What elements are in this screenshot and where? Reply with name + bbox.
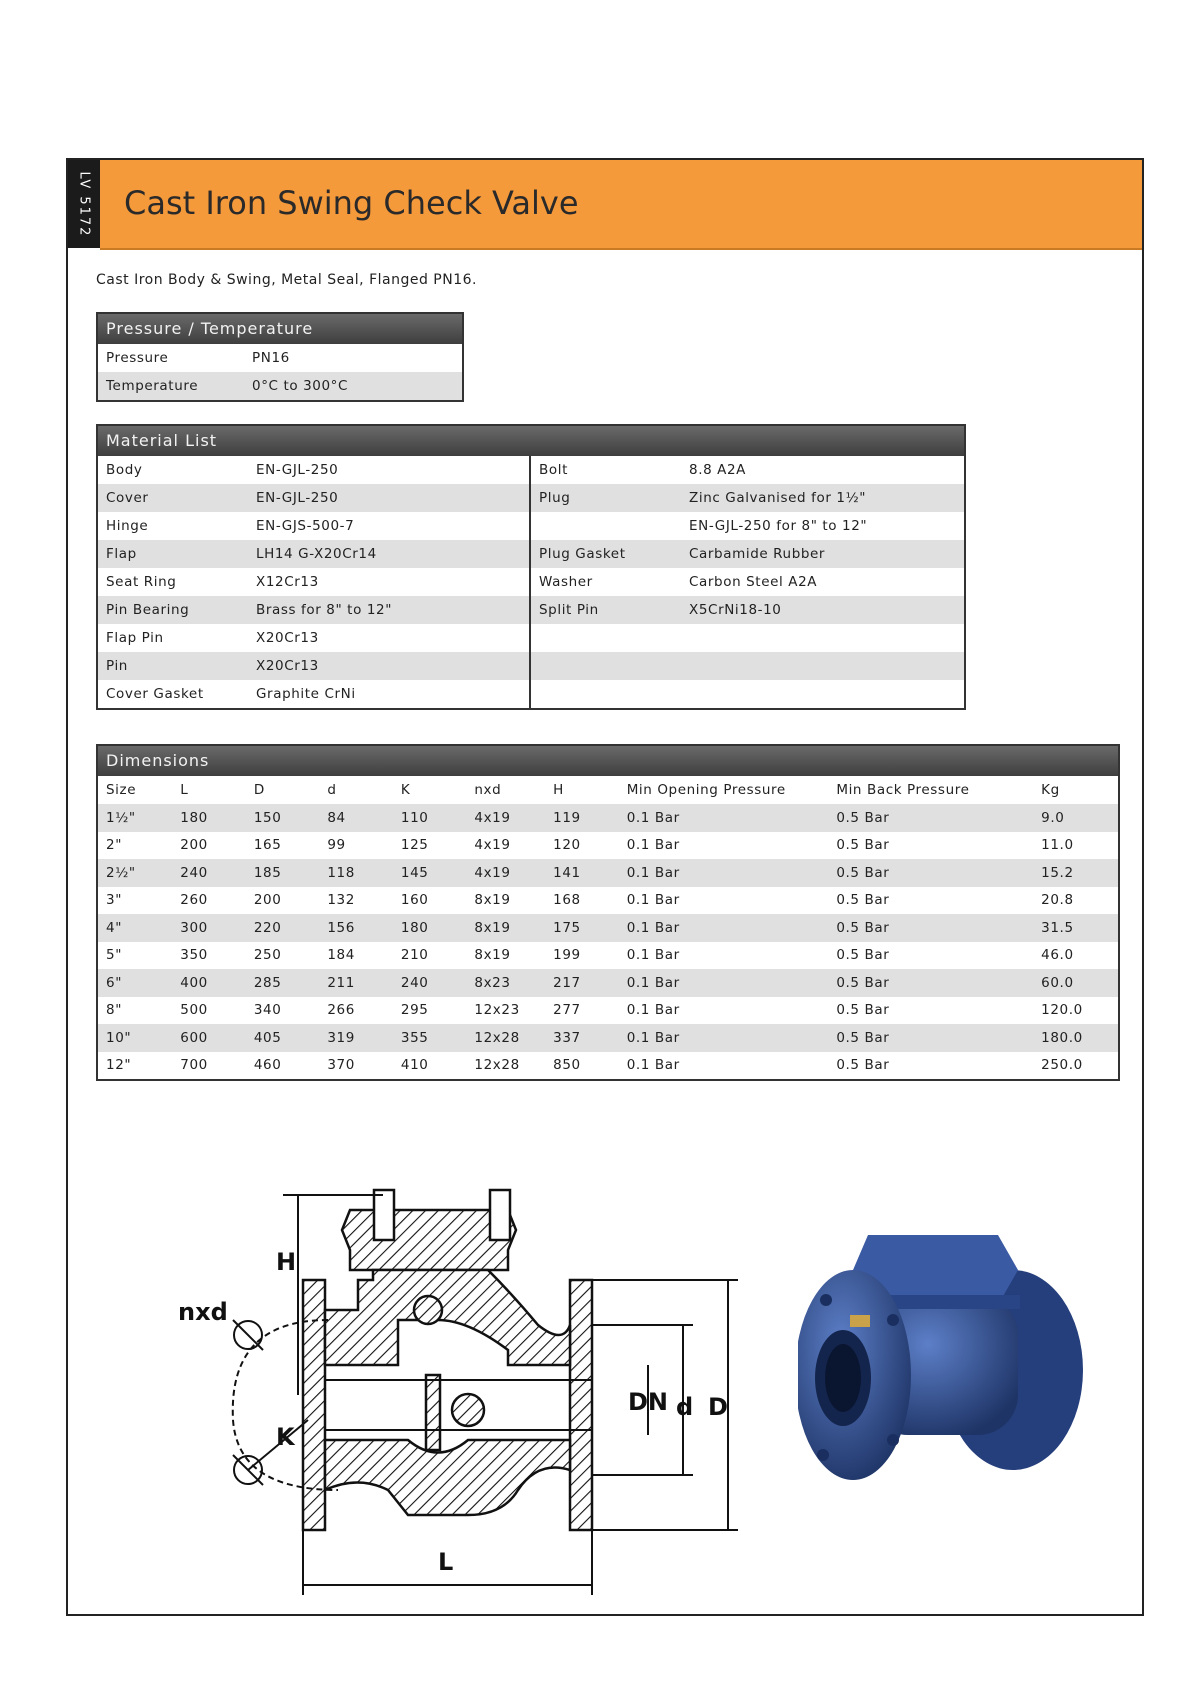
column-header: H xyxy=(545,776,619,804)
table-cell: 8x19 xyxy=(474,947,511,964)
dimensions-header-row xyxy=(98,776,1118,804)
table-cell: 99 xyxy=(327,837,346,854)
material-part xyxy=(531,652,681,680)
table-row xyxy=(98,372,462,400)
product-code: LV 5172 xyxy=(76,171,92,237)
table-cell: 0.5 Bar xyxy=(836,837,890,854)
datasheet-frame xyxy=(66,158,1144,1616)
material-spec xyxy=(681,652,964,680)
table-row xyxy=(98,680,529,708)
table-cell: 250.0 xyxy=(1041,1057,1083,1074)
table-cell: 5" xyxy=(106,947,122,964)
table-cell: 0.5 Bar xyxy=(836,1057,890,1074)
table-row xyxy=(98,1024,1118,1052)
table-cell: 355 xyxy=(393,1024,467,1052)
table-row xyxy=(98,859,1118,887)
table-cell: 0.1 Bar xyxy=(626,892,680,909)
table-cell: 300 xyxy=(172,914,246,942)
table-cell: 217 xyxy=(545,969,619,997)
table-cell: 500 xyxy=(180,1002,208,1019)
label-dn: DN xyxy=(628,1388,669,1416)
label-d-small: d xyxy=(676,1393,694,1421)
table-row xyxy=(98,456,529,484)
table-cell: 8x19 xyxy=(474,892,511,909)
material-spec: Graphite CrNi xyxy=(256,686,356,702)
table-cell: 132 xyxy=(327,892,355,909)
table-cell: 12x28 xyxy=(474,1057,520,1074)
table-row xyxy=(98,832,1118,860)
material-spec: EN-GJL-250 for 8" to 12" xyxy=(689,518,868,534)
material-spec: EN-GJL-250 xyxy=(256,462,339,478)
material-spec: X20Cr13 xyxy=(248,652,529,680)
flap-disc xyxy=(426,1375,440,1450)
table-row xyxy=(531,484,964,512)
table-row xyxy=(98,942,1118,970)
pressure-temperature-heading: Pressure / Temperature xyxy=(98,314,462,344)
table-cell: 180.0 xyxy=(1033,1024,1118,1052)
table-cell: 0.1 Bar xyxy=(626,947,680,964)
row-label: Pressure xyxy=(106,350,169,366)
table-cell: 0.1 Bar xyxy=(626,1057,680,1074)
column-header: nxd xyxy=(466,776,545,804)
table-cell: 405 xyxy=(246,1024,320,1052)
material-part: Body xyxy=(106,462,143,478)
table-row xyxy=(98,512,529,540)
table-cell: 277 xyxy=(553,1002,581,1019)
table-cell: 850 xyxy=(553,1057,581,1074)
material-part: Pin xyxy=(98,652,248,680)
column-header: D xyxy=(246,776,320,804)
table-cell: 60.0 xyxy=(1033,969,1118,997)
material-part: Flap xyxy=(98,540,248,568)
column-header: Size xyxy=(98,776,172,804)
table-cell: 4" xyxy=(98,914,172,942)
table-row xyxy=(98,997,1118,1025)
table-cell: 2½" xyxy=(98,859,172,887)
table-row xyxy=(531,568,964,596)
table-cell: 20.8 xyxy=(1041,892,1074,909)
table-cell: 220 xyxy=(246,914,320,942)
table-cell: 12x23 xyxy=(474,1002,520,1019)
row-label: Temperature xyxy=(98,372,244,400)
cover-bolt-right xyxy=(490,1190,510,1240)
table-row xyxy=(531,596,964,624)
label-d-large: D xyxy=(708,1393,728,1421)
table-row xyxy=(98,887,1118,915)
valve-section-drawing xyxy=(108,1120,788,1600)
hinge-pin xyxy=(414,1296,442,1324)
table-row xyxy=(98,1052,1118,1080)
table-cell: 0.1 Bar xyxy=(619,914,829,942)
table-cell: 0.5 Bar xyxy=(828,859,1033,887)
material-part: Plug xyxy=(531,484,681,512)
table-cell: 156 xyxy=(319,914,393,942)
table-cell: 8" xyxy=(106,1002,122,1019)
table-row xyxy=(531,540,964,568)
table-cell: 4x19 xyxy=(466,804,545,832)
table-cell: 1½" xyxy=(98,804,172,832)
table-cell: 4x19 xyxy=(466,859,545,887)
table-cell: 0.5 Bar xyxy=(828,804,1033,832)
pressure-temperature-table xyxy=(96,312,464,402)
material-spec: Zinc Galvanised for 1½" xyxy=(681,484,964,512)
material-spec: EN-GJL-250 xyxy=(248,484,529,512)
table-cell: 350 xyxy=(180,947,208,964)
table-row xyxy=(98,484,529,512)
table-cell: 4x19 xyxy=(474,837,511,854)
table-cell: 340 xyxy=(253,1002,282,1019)
table-cell: 118 xyxy=(319,859,393,887)
valve-product-image xyxy=(798,1200,1098,1500)
table-cell: 10" xyxy=(98,1024,172,1052)
material-part: Split Pin xyxy=(531,596,681,624)
table-cell: 184 xyxy=(327,947,355,964)
table-cell: 266 xyxy=(327,1002,355,1019)
table-cell: 0.1 Bar xyxy=(619,1024,829,1052)
label-k: K xyxy=(276,1423,295,1451)
table-cell: 15.2 xyxy=(1033,859,1118,887)
table-cell: 285 xyxy=(246,969,320,997)
table-cell: 210 xyxy=(400,947,429,964)
table-cell: 3" xyxy=(106,892,122,909)
material-spec: EN-GJS-500-7 xyxy=(256,518,355,534)
row-value: PN16 xyxy=(252,350,290,366)
table-cell: 119 xyxy=(545,804,619,832)
flap-nut xyxy=(452,1394,484,1426)
table-row xyxy=(98,804,1118,832)
table-cell: 84 xyxy=(319,804,393,832)
table-cell: 180 xyxy=(172,804,246,832)
table-cell: 370 xyxy=(327,1057,355,1074)
table-cell: 9.0 xyxy=(1033,804,1118,832)
left-flange xyxy=(303,1280,325,1530)
table-cell: 150 xyxy=(246,804,320,832)
table-cell: 199 xyxy=(553,947,581,964)
table-cell: 120.0 xyxy=(1041,1002,1083,1019)
table-row xyxy=(98,596,529,624)
material-spec: X5CrNi18-10 xyxy=(681,596,964,624)
material-list-right-column xyxy=(531,456,964,708)
right-flange xyxy=(570,1280,592,1530)
table-cell: 0.5 Bar xyxy=(828,914,1033,942)
table-cell: 319 xyxy=(319,1024,393,1052)
material-part: Cover Gasket xyxy=(106,686,204,702)
table-row xyxy=(98,914,1118,942)
title-banner xyxy=(100,160,1142,250)
table-cell: 400 xyxy=(172,969,246,997)
material-spec: Carbon Steel A2A xyxy=(689,574,818,590)
label-l: L xyxy=(438,1548,454,1576)
table-row xyxy=(98,344,462,372)
table-row xyxy=(98,568,529,596)
table-cell: 0.1 Bar xyxy=(626,1002,680,1019)
table-cell: 12x28 xyxy=(466,1024,545,1052)
table-row xyxy=(531,680,964,708)
table-cell: 200 xyxy=(180,837,208,854)
column-header: Min Back Pressure xyxy=(828,776,1033,804)
table-cell: 337 xyxy=(545,1024,619,1052)
column-header: Kg xyxy=(1033,776,1118,804)
table-row xyxy=(98,624,529,652)
material-part: Hinge xyxy=(106,518,149,534)
material-spec: X12Cr13 xyxy=(256,574,319,590)
table-cell: 700 xyxy=(180,1057,208,1074)
table-cell: 160 xyxy=(400,892,429,909)
table-row xyxy=(98,969,1118,997)
dimensions-table xyxy=(96,744,1120,1081)
column-header: d xyxy=(319,776,393,804)
column-header: L xyxy=(172,776,246,804)
table-cell: 120 xyxy=(553,837,581,854)
material-part: Plug Gasket xyxy=(531,540,681,568)
column-header: K xyxy=(393,776,467,804)
table-row xyxy=(98,652,529,680)
product-description: Cast Iron Body & Swing, Metal Seal, Flanged PN16. xyxy=(96,272,477,288)
table-row xyxy=(531,624,964,652)
table-cell: 185 xyxy=(246,859,320,887)
table-cell: 410 xyxy=(400,1057,429,1074)
cover-bolt-left xyxy=(374,1190,394,1240)
material-part xyxy=(531,512,681,540)
table-cell: 141 xyxy=(545,859,619,887)
label-nxd: nxd xyxy=(178,1298,228,1326)
table-row xyxy=(531,456,964,484)
material-list-heading: Material List xyxy=(98,426,964,456)
table-cell: 0.5 Bar xyxy=(828,1024,1033,1052)
material-spec xyxy=(681,624,964,652)
table-cell: 125 xyxy=(400,837,429,854)
material-part: Pin Bearing xyxy=(98,596,248,624)
table-cell: 260 xyxy=(180,892,208,909)
table-cell: 240 xyxy=(172,859,246,887)
table-cell: 200 xyxy=(253,892,282,909)
page-title: Cast Iron Swing Check Valve xyxy=(124,184,579,222)
lower-body xyxy=(325,1440,570,1515)
table-cell: 0.5 Bar xyxy=(828,969,1033,997)
column-header: Min Opening Pressure xyxy=(619,776,829,804)
material-spec xyxy=(681,680,964,708)
table-cell: 600 xyxy=(172,1024,246,1052)
table-cell: 2" xyxy=(106,837,122,854)
table-cell: 0.1 Bar xyxy=(626,837,680,854)
material-list-table xyxy=(96,424,966,710)
table-cell: 168 xyxy=(553,892,581,909)
material-part xyxy=(531,624,681,652)
table-cell: 295 xyxy=(400,1002,429,1019)
material-spec: LH14 G-X20Cr14 xyxy=(248,540,529,568)
table-cell: 175 xyxy=(545,914,619,942)
table-cell: 211 xyxy=(319,969,393,997)
table-cell: 165 xyxy=(253,837,282,854)
table-cell: 145 xyxy=(393,859,467,887)
label-h: H xyxy=(276,1248,297,1276)
table-cell: 8x19 xyxy=(466,914,545,942)
material-part: Seat Ring xyxy=(106,574,177,590)
table-cell: 8x23 xyxy=(466,969,545,997)
table-cell: 0.1 Bar xyxy=(619,804,829,832)
table-cell: 110 xyxy=(393,804,467,832)
table-cell: 11.0 xyxy=(1041,837,1074,854)
product-code-tab xyxy=(68,160,100,248)
material-spec: Brass for 8" to 12" xyxy=(248,596,529,624)
table-cell: 460 xyxy=(253,1057,282,1074)
material-part: Flap Pin xyxy=(106,630,164,646)
material-spec: X20Cr13 xyxy=(256,630,319,646)
table-cell: 31.5 xyxy=(1033,914,1118,942)
material-part: Bolt xyxy=(539,462,568,478)
table-cell: 46.0 xyxy=(1041,947,1074,964)
table-row xyxy=(531,652,964,680)
table-row xyxy=(531,512,964,540)
dimensions-heading: Dimensions xyxy=(98,746,1118,776)
table-cell: 0.5 Bar xyxy=(836,892,890,909)
table-cell: 0.5 Bar xyxy=(836,947,890,964)
table-row xyxy=(98,540,529,568)
table-cell: 0.1 Bar xyxy=(619,969,829,997)
material-spec: Carbamide Rubber xyxy=(681,540,964,568)
upper-body xyxy=(325,1270,570,1365)
material-spec: 8.8 A2A xyxy=(689,462,747,478)
table-cell: 6" xyxy=(98,969,172,997)
material-part: Cover xyxy=(98,484,248,512)
table-cell: 0.1 Bar xyxy=(619,859,829,887)
table-cell: 180 xyxy=(393,914,467,942)
material-list-left-column xyxy=(98,456,531,708)
table-cell: 0.5 Bar xyxy=(836,1002,890,1019)
table-cell: 250 xyxy=(253,947,282,964)
material-part: Washer xyxy=(539,574,593,590)
row-value: 0°C to 300°C xyxy=(244,372,462,400)
material-part xyxy=(531,680,681,708)
table-cell: 12" xyxy=(106,1057,132,1074)
table-cell: 240 xyxy=(393,969,467,997)
